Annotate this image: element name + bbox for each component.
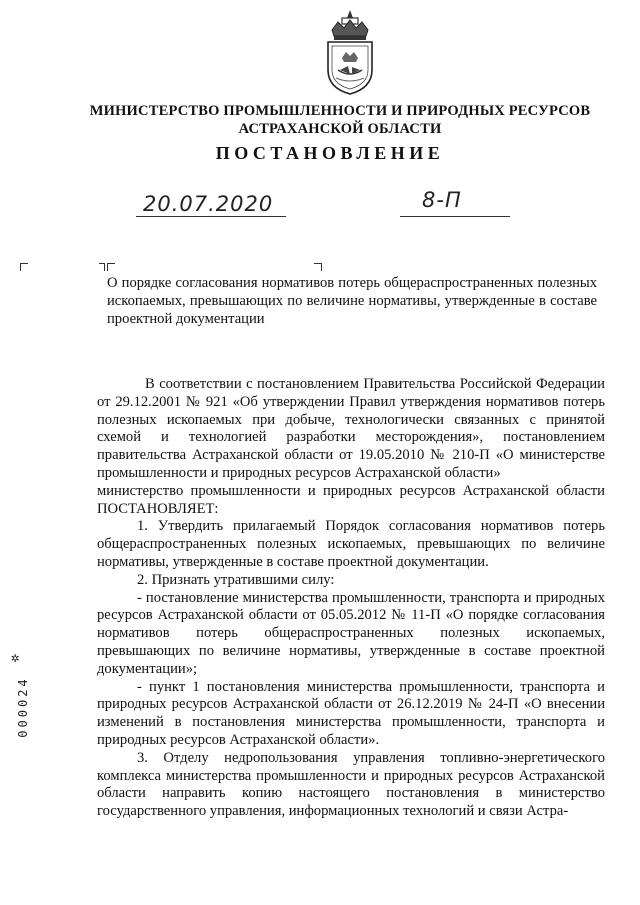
side-stamp	[4, 650, 30, 745]
coat-of-arms-icon	[318, 8, 382, 96]
item-2-a: - постановление министерства промышленности, транспорта и природных ресурсов Астраханской области от 05.05.2012 № 11-П «О порядке согласования нормативов потерь общераспространенных полезных ископаемых, превышающих по величине нормативы, утвержденные в составе проектной документации»;	[97, 589, 605, 677]
item-2: 2. Признать утратившими силу:	[137, 571, 335, 588]
asterisk-icon: ✲	[11, 650, 20, 666]
corner-mark	[20, 263, 28, 271]
corner-mark	[99, 263, 105, 271]
preamble-paragraph: В соответствии с постановлением Правительства Российской Федерации от 29.12.2001 № 921 «Об утверждении Правил утверждения нормативов потерь полезных ископаемых при добыче, технологически связанных с принятой схемой и технологией разработки месторождения», постановлением правительства Астраханской области от 19.05.2010 № 210-П «О министерстве промышленности и природных ресурсов Астраханской области»	[97, 376, 605, 481]
registration-code: 000024	[16, 676, 30, 738]
item-2-b: - пункт 1 постановления министерства промышленности, транспорта и природных ресурсов Астраханской области от 26.12.2019 № 24-П «О внесении изменений в постановления министерства промышленности, транспорта и природных ресурсов Астраханской области».	[97, 678, 605, 748]
handwritten-number: 8-П	[422, 188, 462, 212]
number-underline	[400, 216, 510, 217]
document-title: О порядке согласования нормативов потерь общераспространенных полезных ископаемых, превышающих по величине нормативы, утвержденные в составе проектной документации	[107, 275, 597, 327]
item-3: 3. Отделу недропользования управления топливно-энергетического комплекса министерства промышленности и природных ресурсов Астраханской области направить копию настоящего постановления в министерство государственного управления, информационных технологий и связи Астра-	[97, 749, 605, 820]
date-underline	[136, 216, 286, 217]
corner-mark	[314, 263, 322, 271]
item-1: 1. Утвердить прилагаемый Порядок согласования нормативов потерь общераспространенных полезных ископаемых, превышающих по величине нормативы, утвержденные в составе проектной документации.	[97, 518, 605, 570]
ministry-name-line1: МИНИСТЕРСТВО ПРОМЫШЛЕННОСТИ И ПРИРОДНЫХ РЕСУРСОВ	[89, 103, 591, 119]
ministry-name-line2: АСТРАХАНСКОЙ ОБЛАСТИ	[238, 121, 442, 137]
resolve-paragraph: министерство промышленности и природных ресурсов Астраханской области ПОСТАНОВЛЯЕТ:	[97, 482, 605, 517]
document-body	[97, 376, 605, 821]
handwritten-date: 20.07.2020	[143, 192, 274, 216]
document-type: ПОСТАНОВЛЕНИЕ	[215, 143, 445, 163]
corner-mark	[107, 263, 115, 271]
